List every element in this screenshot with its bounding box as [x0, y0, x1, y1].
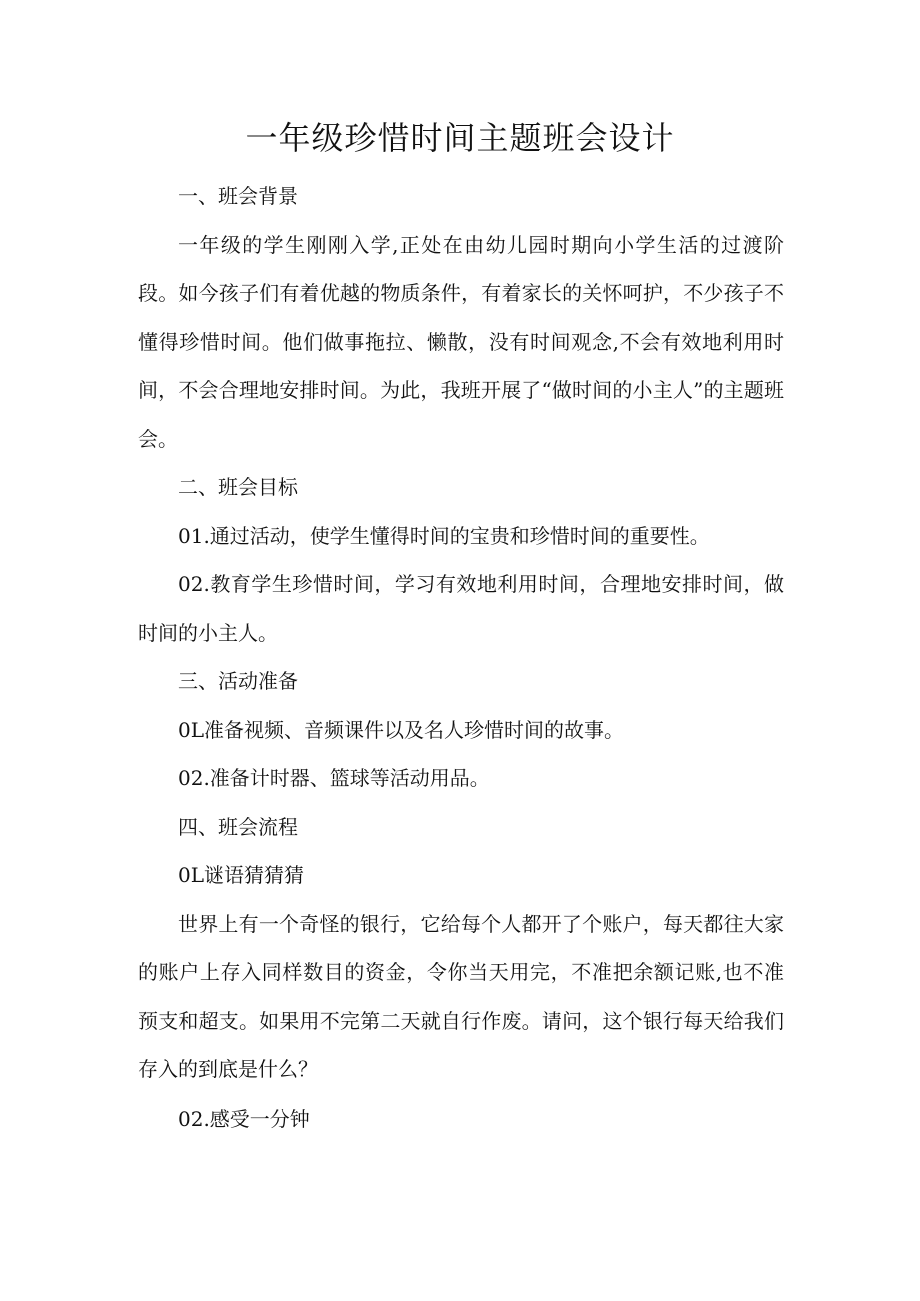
riddle-paragraph: 世界上有一个奇怪的银行，它给每个人都开了个账户，每天都往大家的账户上存入同样数目的资金，令你当天用完，不准把余额记账,也不准预支和超支。如果用不完第二天就自行作废。请问，这个银行每天给我们存入的到底是什么？ [138, 911, 784, 1081]
goal-item-2: 02.教育学生珍惜时间，学习有效地利用时间，合理地安排时间，做时间的小主人。 [138, 572, 784, 645]
paragraph-background: 一年级的学生刚刚入学,正处在由幼儿园时期向小学生活的过渡阶段。如今孩子们有着优越的物质条件，有着家长的关怀呵护，不少孩子不懂得珍惜时间。他们做事拖拉、懒散，没有时间观念,不会有效地利用时间，不会合理地安排时间。为此，我班开展了“做时间的小主人”的主题班会。 [138, 232, 784, 451]
preparation-item-1: 0L准备视频、音频课件以及名人珍惜时间的故事。 [178, 717, 625, 742]
process-step-1: 0L谜语猜猜猜 [178, 863, 305, 887]
process-step-2: 02.感受一分钟 [178, 1106, 310, 1131]
document-title: 一年级珍惜时间主题班会设计 [245, 119, 675, 157]
goal-item-1: 01.通过活动，使学生懂得时间的宝贵和珍惜时间的重要性。 [178, 523, 710, 548]
section-heading-background: 一、班会背景 [178, 184, 298, 208]
section-heading-process: 四、班会流程 [178, 814, 298, 839]
section-heading-goals: 二、班会目标 [178, 475, 298, 499]
section-heading-preparation: 三、活动准备 [178, 669, 298, 693]
preparation-item-2: 02.准备计时器、篮球等活动用品。 [178, 766, 490, 790]
document-body [138, 172, 784, 1143]
